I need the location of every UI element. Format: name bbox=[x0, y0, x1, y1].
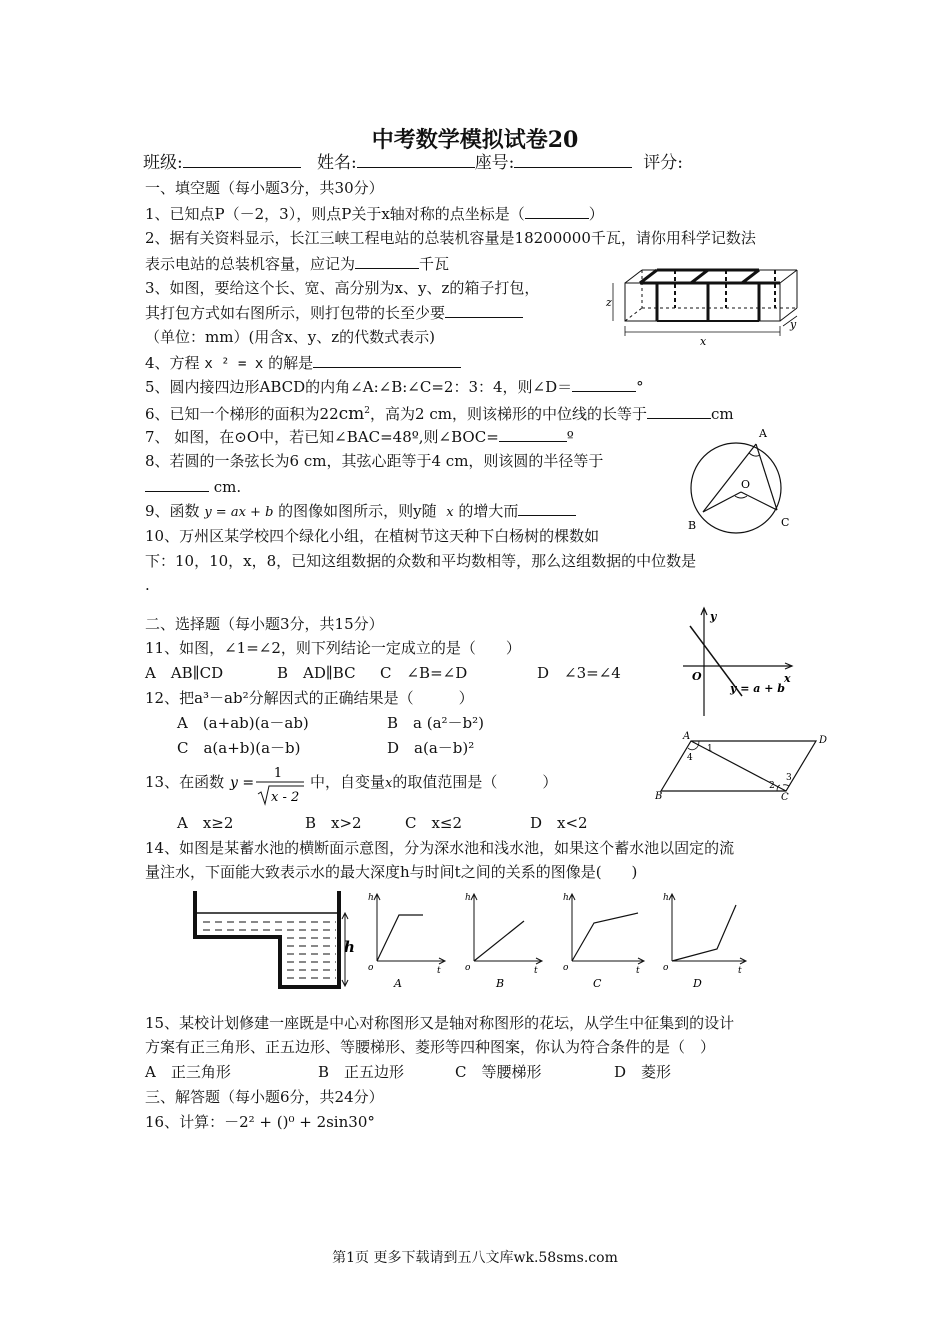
q13-denominator: x - 2 bbox=[271, 790, 300, 805]
circle-figure bbox=[683, 424, 798, 536]
q6-text-b: ，高为2 cm，则该梯形的中位线的长等于 bbox=[370, 405, 647, 423]
graph-a-o: o bbox=[368, 963, 374, 973]
page-title: 中考数学模拟试卷20 bbox=[371, 127, 579, 153]
q1-blank bbox=[525, 203, 589, 219]
q11-option-a: A AB∥CD bbox=[145, 664, 224, 682]
question-4 bbox=[145, 352, 461, 374]
question-3-line2 bbox=[145, 302, 523, 323]
q13-option-a: A x≥2 bbox=[177, 814, 234, 832]
graph-a-t: t bbox=[437, 966, 441, 976]
q6-text: 6、已知一个梯形的面积为22 bbox=[145, 405, 339, 423]
q9-text-c: 的增大而 bbox=[458, 502, 519, 520]
graph-a-label: A bbox=[394, 977, 402, 990]
q13-numerator: 1 bbox=[273, 766, 283, 781]
q11-option-c: C ∠B=∠D bbox=[380, 664, 468, 682]
q12-option-c: C a(a+b)(a－b) bbox=[177, 739, 301, 757]
para-angle-4: 4 bbox=[687, 753, 693, 763]
q15-option-b: B 正五边形 bbox=[318, 1063, 405, 1081]
header-line bbox=[143, 152, 683, 173]
q9-equation: y = ax + b bbox=[204, 505, 274, 520]
q4-blank bbox=[313, 352, 461, 368]
para-label-b: B bbox=[655, 791, 663, 800]
graph-d-t: t bbox=[738, 966, 742, 976]
q9-x: x bbox=[446, 505, 454, 520]
q15-option-a: A 正三角形 bbox=[145, 1063, 231, 1081]
q13-option-b: B x>2 bbox=[305, 814, 362, 832]
section3-heading: 三、解答题（每小题6分，共24分） bbox=[145, 1088, 384, 1106]
q8-blank bbox=[145, 476, 209, 492]
q2-blank bbox=[355, 253, 419, 269]
question-10-line2: 下：10，10，x，8，已知这组数据的众数和平均数相等，那么这组数据的中位数是 bbox=[145, 552, 697, 570]
seat-label: 座号: bbox=[474, 153, 515, 173]
graph-origin-label: O bbox=[692, 670, 702, 683]
class-blank bbox=[183, 152, 301, 168]
q13-option-d: D x<2 bbox=[530, 814, 588, 832]
name-label: 姓名: bbox=[316, 153, 357, 173]
name-blank bbox=[357, 152, 475, 168]
q2-text: 表示电站的总装机容量，应记为 bbox=[145, 255, 356, 273]
graph-c-t: t bbox=[636, 966, 640, 976]
q12-option-a: A (a+ab)(a－ab) bbox=[177, 714, 309, 732]
question-1 bbox=[145, 203, 604, 224]
graph-a-h: h bbox=[368, 893, 374, 903]
question-8-line2 bbox=[145, 476, 241, 497]
graph-c-label: C bbox=[593, 977, 602, 990]
graph-line-label: y = a + b bbox=[730, 682, 785, 695]
question-12: 12、把a³－ab²分解因式的正确结果是（ ） bbox=[145, 689, 474, 707]
graph-b-t: t bbox=[534, 966, 538, 976]
q1-text: 1、已知点P（－2，3），则点P关于x轴对称的点坐标是（ bbox=[145, 205, 525, 223]
q7-blank bbox=[499, 426, 567, 442]
question-10-line3: . bbox=[145, 576, 150, 594]
question-3-line1: 3、如图，要给这个长、宽、高分别为x、y、z的箱子打包， bbox=[145, 279, 540, 297]
question-6: 6、已知一个梯形的面积为$22cm^2$，高为2 cm，则该梯形的中位线的长等于 cm bbox=[145, 404, 734, 424]
graph-c-figure bbox=[560, 886, 655, 991]
linear-graph-figure bbox=[680, 604, 800, 719]
q5-text: 5、圆内接四边形ABCD的内角∠A:∠B:∠C=2：3：4，则∠D＝ bbox=[145, 378, 573, 396]
q2-unit: 千瓦 bbox=[419, 255, 450, 273]
q4-text-b: 的解是 bbox=[268, 354, 314, 372]
q7-text: 7、 如图，在⊙O中，若已知∠BAC=48º,则∠BOC= bbox=[145, 428, 499, 446]
box-label-z: z bbox=[606, 296, 612, 309]
question-15-line2: 方案有正三角形、正五边形、等腰梯形、菱形等四种图案，你认为符合条件的是（ ） bbox=[145, 1038, 716, 1056]
q12-option-b: B a (a²－b²) bbox=[387, 714, 485, 732]
q9-blank bbox=[518, 500, 576, 516]
pool-figure bbox=[190, 886, 362, 990]
q13-option-c: C x≤2 bbox=[405, 814, 463, 832]
graph-x-label: x bbox=[784, 672, 791, 685]
box-figure bbox=[605, 266, 805, 346]
graph-y-label: y bbox=[710, 610, 717, 623]
q13-text-c: 的取值范围是（ ） bbox=[392, 773, 558, 791]
q6-unit: cm bbox=[338, 404, 365, 424]
q12-option-d: D a(a－b)² bbox=[387, 739, 475, 757]
q3-text: 其打包方式如右图所示，则打包带的长至少要 bbox=[145, 304, 446, 322]
q3-blank bbox=[445, 302, 523, 318]
graph-a-figure bbox=[365, 886, 455, 991]
q15-option-c: C 等腰梯形 bbox=[455, 1063, 542, 1081]
question-15-line1: 15、某校计划修建一座既是中心对称图形又是轴对称图形的花坛，从学生中征集到的设计 bbox=[145, 1014, 735, 1032]
q1-close: ） bbox=[588, 205, 604, 223]
question-14-line2: 量注水，下面能大致表示水的最大深度h与时间t之间的关系的图像是( ) bbox=[145, 863, 638, 881]
q15-option-d: D 菱形 bbox=[614, 1063, 672, 1081]
q5-degree: ° bbox=[636, 378, 644, 396]
q5-blank bbox=[572, 376, 636, 392]
para-label-d: D bbox=[819, 735, 828, 746]
section1-heading: 一、填空题（每小题3分，共30分） bbox=[145, 179, 384, 197]
graph-d-o: o bbox=[663, 963, 669, 973]
question-3-line3: （单位：mm）(用含x、y、z的代数式表示) bbox=[145, 328, 435, 346]
q9-text-b: 的图像如图所示，则y随 bbox=[278, 502, 437, 520]
q13-y: y = bbox=[230, 775, 255, 791]
graph-c-h: h bbox=[563, 893, 569, 903]
q8-unit: cm. bbox=[213, 478, 242, 496]
section2-heading: 二、选择题（每小题3分，共15分） bbox=[145, 615, 384, 633]
question-2-line1: 2、据有关资料显示，长江三峡工程电站的总装机容量是18200000千瓦，请你用科学记数法 bbox=[145, 229, 756, 247]
graph-c-o: o bbox=[563, 963, 569, 973]
box-label-y: y bbox=[790, 318, 797, 331]
question-13 bbox=[145, 772, 224, 792]
graph-b-h: h bbox=[465, 893, 471, 903]
graph-b-figure bbox=[462, 886, 552, 991]
question-5 bbox=[145, 376, 644, 397]
question-8-line1: 8、若圆的一条弦长为6 cm，其弦心距等于4 cm，则该圆的半径等于 bbox=[145, 452, 604, 470]
question-9 bbox=[145, 500, 576, 523]
question-11: 11、如图，∠1=∠2，则下列结论一定成立的是（ ） bbox=[145, 639, 521, 657]
q11-option-d: D ∠3=∠4 bbox=[537, 664, 621, 682]
question-16: 16、计算：－2² + ()⁰ + 2sin30° bbox=[145, 1113, 375, 1131]
q11-option-b: B AD∥BC bbox=[277, 664, 356, 682]
para-angle-2: 2 bbox=[769, 781, 775, 791]
box-label-x: x bbox=[700, 335, 707, 346]
q6-blank bbox=[647, 403, 711, 419]
score-label: 评分: bbox=[643, 153, 683, 173]
question-13-rest bbox=[310, 772, 557, 794]
circle-label-c: C bbox=[781, 516, 790, 529]
q13-text-b: 中，自变量 bbox=[310, 773, 386, 791]
class-label: 班级: bbox=[143, 153, 183, 173]
graph-b-o: o bbox=[465, 963, 471, 973]
question-7 bbox=[145, 426, 574, 447]
para-angle-1: 1 bbox=[707, 744, 713, 754]
question-10-line1: 10、万州区某学校四个绿化小组，在植树节这天种下白杨树的棵数如 bbox=[145, 527, 600, 545]
circle-label-a: A bbox=[759, 427, 767, 440]
circle-label-b: B bbox=[688, 519, 697, 532]
q13-text: 13、在函数 bbox=[145, 773, 225, 791]
q4-text: 4、方程 bbox=[145, 354, 200, 372]
circle-label-o: O bbox=[741, 478, 751, 491]
graph-d-figure bbox=[660, 886, 755, 991]
para-angle-3: 3 bbox=[786, 773, 792, 783]
parallelogram-figure bbox=[655, 730, 830, 800]
q9-text: 9、函数 bbox=[145, 502, 200, 520]
graph-b-label: B bbox=[496, 977, 505, 990]
page-footer: 第1页 更多下载请到五八文库wk.58sms.com bbox=[332, 1250, 618, 1266]
q13-x: x bbox=[385, 776, 393, 791]
pool-label-h: h bbox=[344, 938, 355, 956]
question-14-line1: 14、如图是某蓄水池的横断面示意图，分为深水池和浅水池，如果这个蓄水池以固定的流 bbox=[145, 839, 735, 857]
graph-d-label: D bbox=[693, 977, 702, 990]
q13-fraction bbox=[228, 760, 308, 808]
seat-blank bbox=[514, 152, 632, 168]
q4-equation: x ² = x bbox=[204, 356, 264, 372]
question-2-line2 bbox=[145, 253, 449, 274]
para-label-c: C bbox=[781, 792, 789, 800]
para-label-a: A bbox=[683, 731, 691, 742]
graph-d-h: h bbox=[663, 893, 669, 903]
q6-unit-cm: cm bbox=[710, 405, 734, 423]
q7-degree: º bbox=[566, 428, 574, 446]
